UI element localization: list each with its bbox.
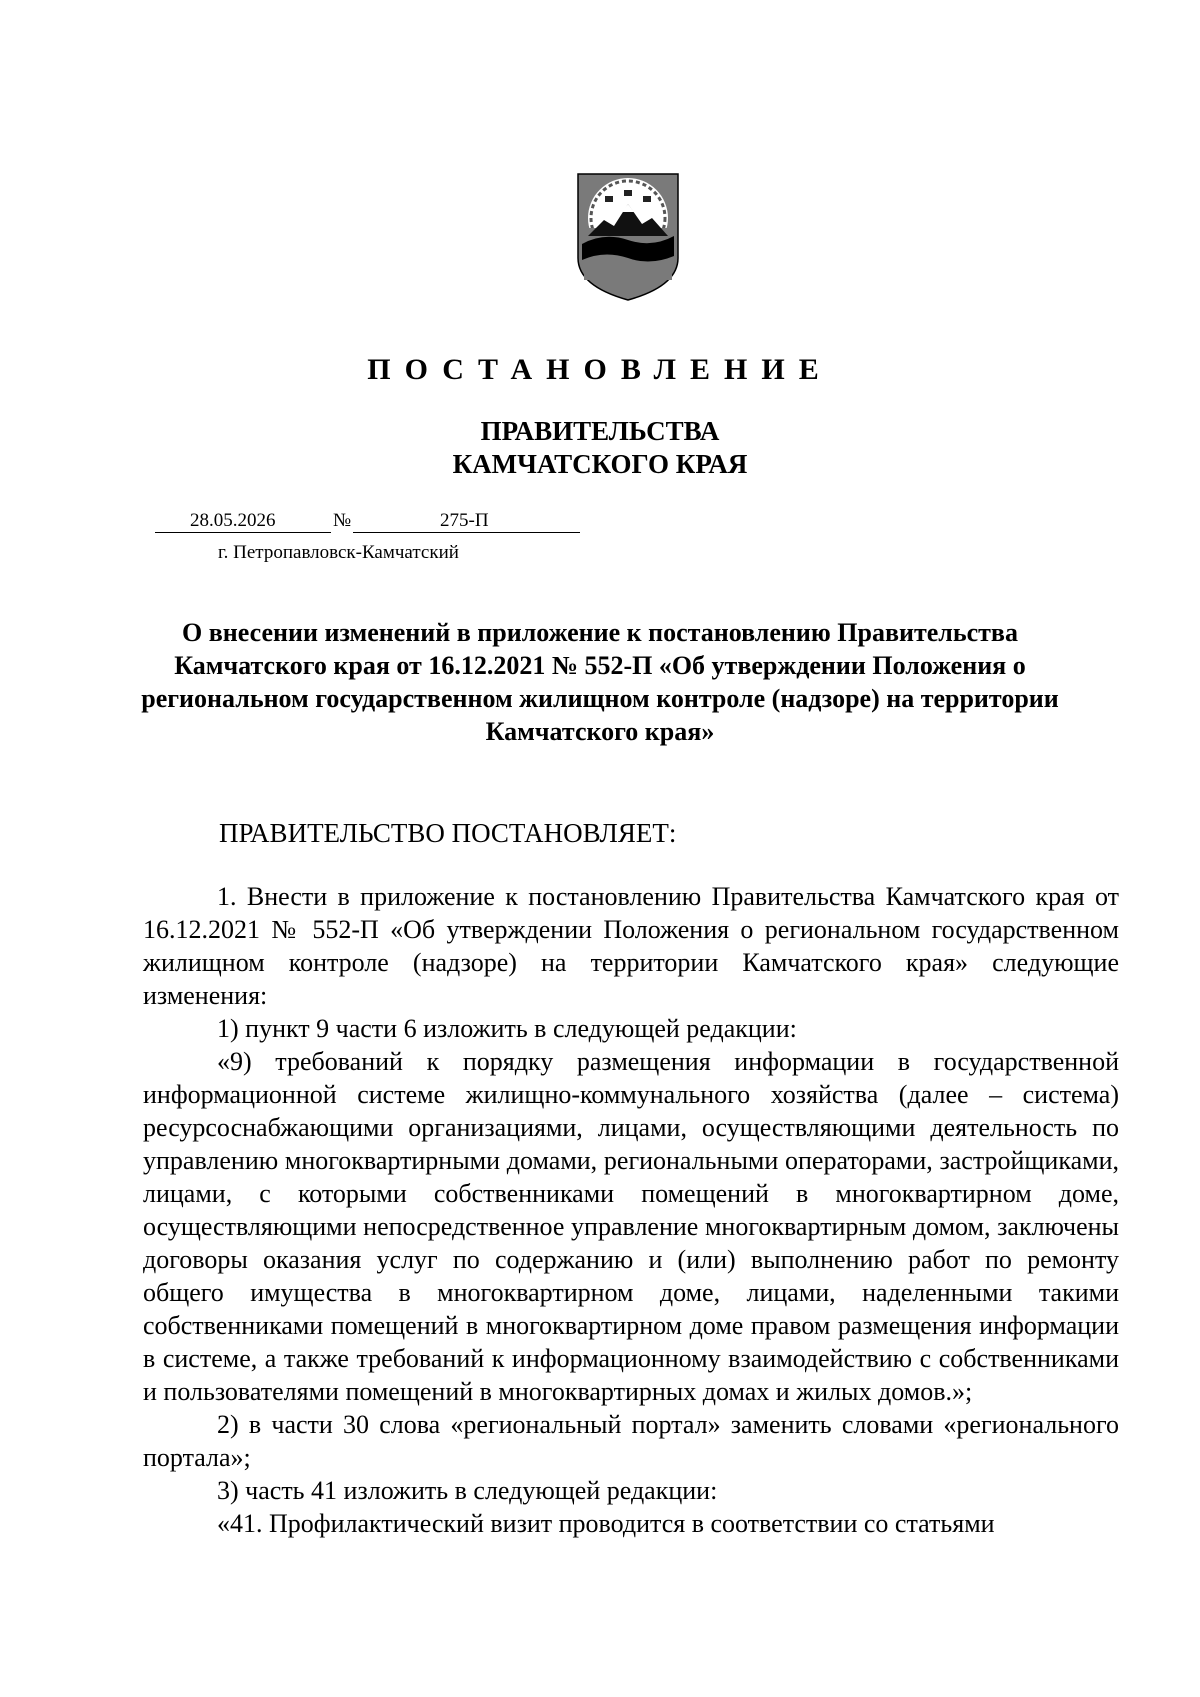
coat-of-arms-icon	[574, 170, 682, 302]
document-body	[143, 880, 1119, 1540]
paragraph: 1. Внести в приложение к постановлению Правительства Камчатского края от 16.12.2021 № 552-П «Об утверждении Положения о региональном государственном жилищном контроле (надзоре) на территории Камчатского края» следующие изменения:	[143, 882, 1119, 1010]
paragraph: 2) в части 30 слова «региональный портал» заменить словами «регионального портала»;	[143, 1410, 1119, 1472]
issuer-line-1: ПРАВИТЕЛЬСТВА	[480, 416, 720, 446]
paragraph: 3) часть 41 изложить в следующей редакции:	[217, 1476, 718, 1505]
decree-line: ПРАВИТЕЛЬСТВО ПОСТАНОВЛЯЕТ:	[219, 818, 677, 848]
issuer-line-2: КАМЧАТСКОГО КРАЯ	[452, 449, 748, 479]
document-type-heading: ПОСТАНОВЛЕНИЕ	[367, 353, 833, 386]
paragraph: 1) пункт 9 части 6 изложить в следующей редакции:	[217, 1014, 797, 1043]
document-date: 28.05.2026	[190, 510, 276, 531]
city-of-issue: г. Петропавловск-Камчатский	[218, 542, 459, 563]
document-title: О внесении изменений в приложение к постановлению Правительства Камчатского края от 16.12.2021 № 552-П «Об утверждении Положения о региональном государственном жилищном контроле (надзоре) на территории Камчатского края»	[141, 618, 1059, 746]
paragraph: «41. Профилактический визит проводится в соответствии со статьями	[217, 1509, 995, 1538]
paragraph: «9) требований к порядку размещения информации в государственной информационной системе жилищно-коммунального хозяйства (далее – система) ресурсоснабжающими организациями, лицами, осуществляющими деятельность по управлению многоквартирными домами, региональными операторами, застройщиками, лицами, с которыми собственниками помещений в многоквартирном доме, осуществляющими непосредственное управление многоквартирным домом, заключены договоры оказания услуг по содержанию и (или) выполнению работ по ремонту общего имущества в многоквартирном доме, лицами, наделенными такими собственниками помещений в многоквартирном доме правом размещения информации в системе, а также требований к информационному взаимодействию с собственниками и пользователями помещений в многоквартирных домах и жилых домов.»;	[143, 1047, 1119, 1406]
number-sign: №	[333, 510, 352, 531]
document-number: 275-П	[440, 510, 489, 531]
issuer-heading	[0, 415, 1200, 481]
